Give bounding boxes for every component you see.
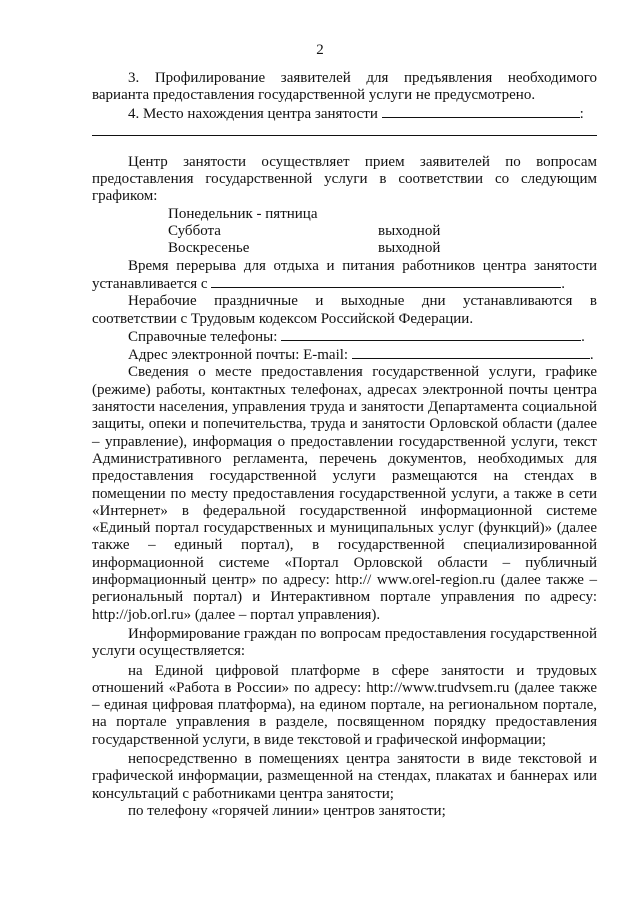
paragraph-item-hotline: по телефону «горячей линии» центров занятости; xyxy=(128,802,446,819)
schedule-row xyxy=(168,223,597,240)
phones-blank xyxy=(281,328,581,341)
location-blank-line xyxy=(92,123,597,136)
paragraph-profiling: 3. Профилирование заявителей для предъявления необходимого варианта предоставления государственной услуги не предусмотрено. xyxy=(92,70,597,104)
break-blank xyxy=(211,275,561,288)
paragraph-phones: Справочные телефоны: . xyxy=(128,328,585,345)
break-label: Время перерыва для отдыха и питания работников центра занятости устанавливается с xyxy=(92,257,597,292)
location-blank xyxy=(382,105,580,118)
email-label: Адрес электронной почты: E-mail: xyxy=(128,347,349,364)
page-number: 2 xyxy=(316,42,324,58)
schedule-day: Понедельник - пятница xyxy=(168,205,318,222)
phones-label: Справочные телефоны: xyxy=(128,328,278,345)
schedule-status: выходной xyxy=(378,240,441,257)
document-body xyxy=(92,70,597,820)
schedule-row xyxy=(168,240,597,257)
schedule-day: Суббота xyxy=(168,223,221,240)
paragraph-item-premises: непосредственно в помещениях центра занятости в виде текстовой и графической информации, размещенной на стендах, плакатах и баннерах или консультаций с работниками центра занятости; xyxy=(92,750,597,802)
paragraph-holidays: Нерабочие праздничные и выходные дни устанавливаются в соответствии с Трудовым кодексом Российской Федерации. xyxy=(92,293,597,327)
schedule-row xyxy=(168,206,597,223)
schedule-day: Воскресенье xyxy=(168,240,250,257)
location-label: 4. Место нахождения центра занятости xyxy=(128,105,378,122)
schedule-status: выходной xyxy=(378,223,441,240)
paragraph-inform-intro: Информирование граждан по вопросам предоставления государственной услуги осуществляется: xyxy=(92,625,597,660)
paragraph-info: Сведения о месте предоставления государственной услуги, графике (режиме) работы, контактных телефонах, адресах электронной почты центра занятости населения, управления труда и занятости Департамента социальной защиты, опеки и попечительства, труда и занятости Орловской области (далее – управление), информация о предоставлении государственной услуги, текст Административного регламента, перечень документов, необходимых для предоставления государственной услуги размещаются на стендах в помещении по месту предоставления государственной услуги, а также в сети «Интернет» в федеральной государственной информационной системе «Единый портал государственных и муниципальных услуг (функций)» (далее также – единый портал), в государственной специализированной информационной системе «Портал Орловской области – публичный информационный центр» по адресу: http:// www.orel-region.ru (далее также – региональный портал) и Интерактивном портале управления по адресу: http://job.orl.ru» (далее – портал управления). xyxy=(92,364,597,623)
paragraph-break: Время перерыва для отдыха и питания работников центра занятости устанавливается с . xyxy=(92,257,597,292)
paragraph-location xyxy=(92,105,597,123)
paragraph-item-platform: на Единой цифровой платформе в сфере занятости и трудовых отношений «Работа в России» по адресу: http://www.trudvsem.ru (далее также – единая цифровая платформа), на едином портале, на региональном портале, на портале управления в разделе, посвященном порядку предоставления государственной услуги, в виде текстовой и графической информации; xyxy=(92,662,597,748)
location-colon: : xyxy=(579,105,584,122)
schedule-table xyxy=(168,206,597,258)
paragraph-schedule-intro: Центр занятости осуществляет прием заявителей по вопросам предоставления государственной услуги в соответствии со следующим графиком: xyxy=(92,153,597,205)
paragraph-email: Адрес электронной почты: E-mail: . xyxy=(128,347,594,364)
email-blank xyxy=(352,346,590,359)
